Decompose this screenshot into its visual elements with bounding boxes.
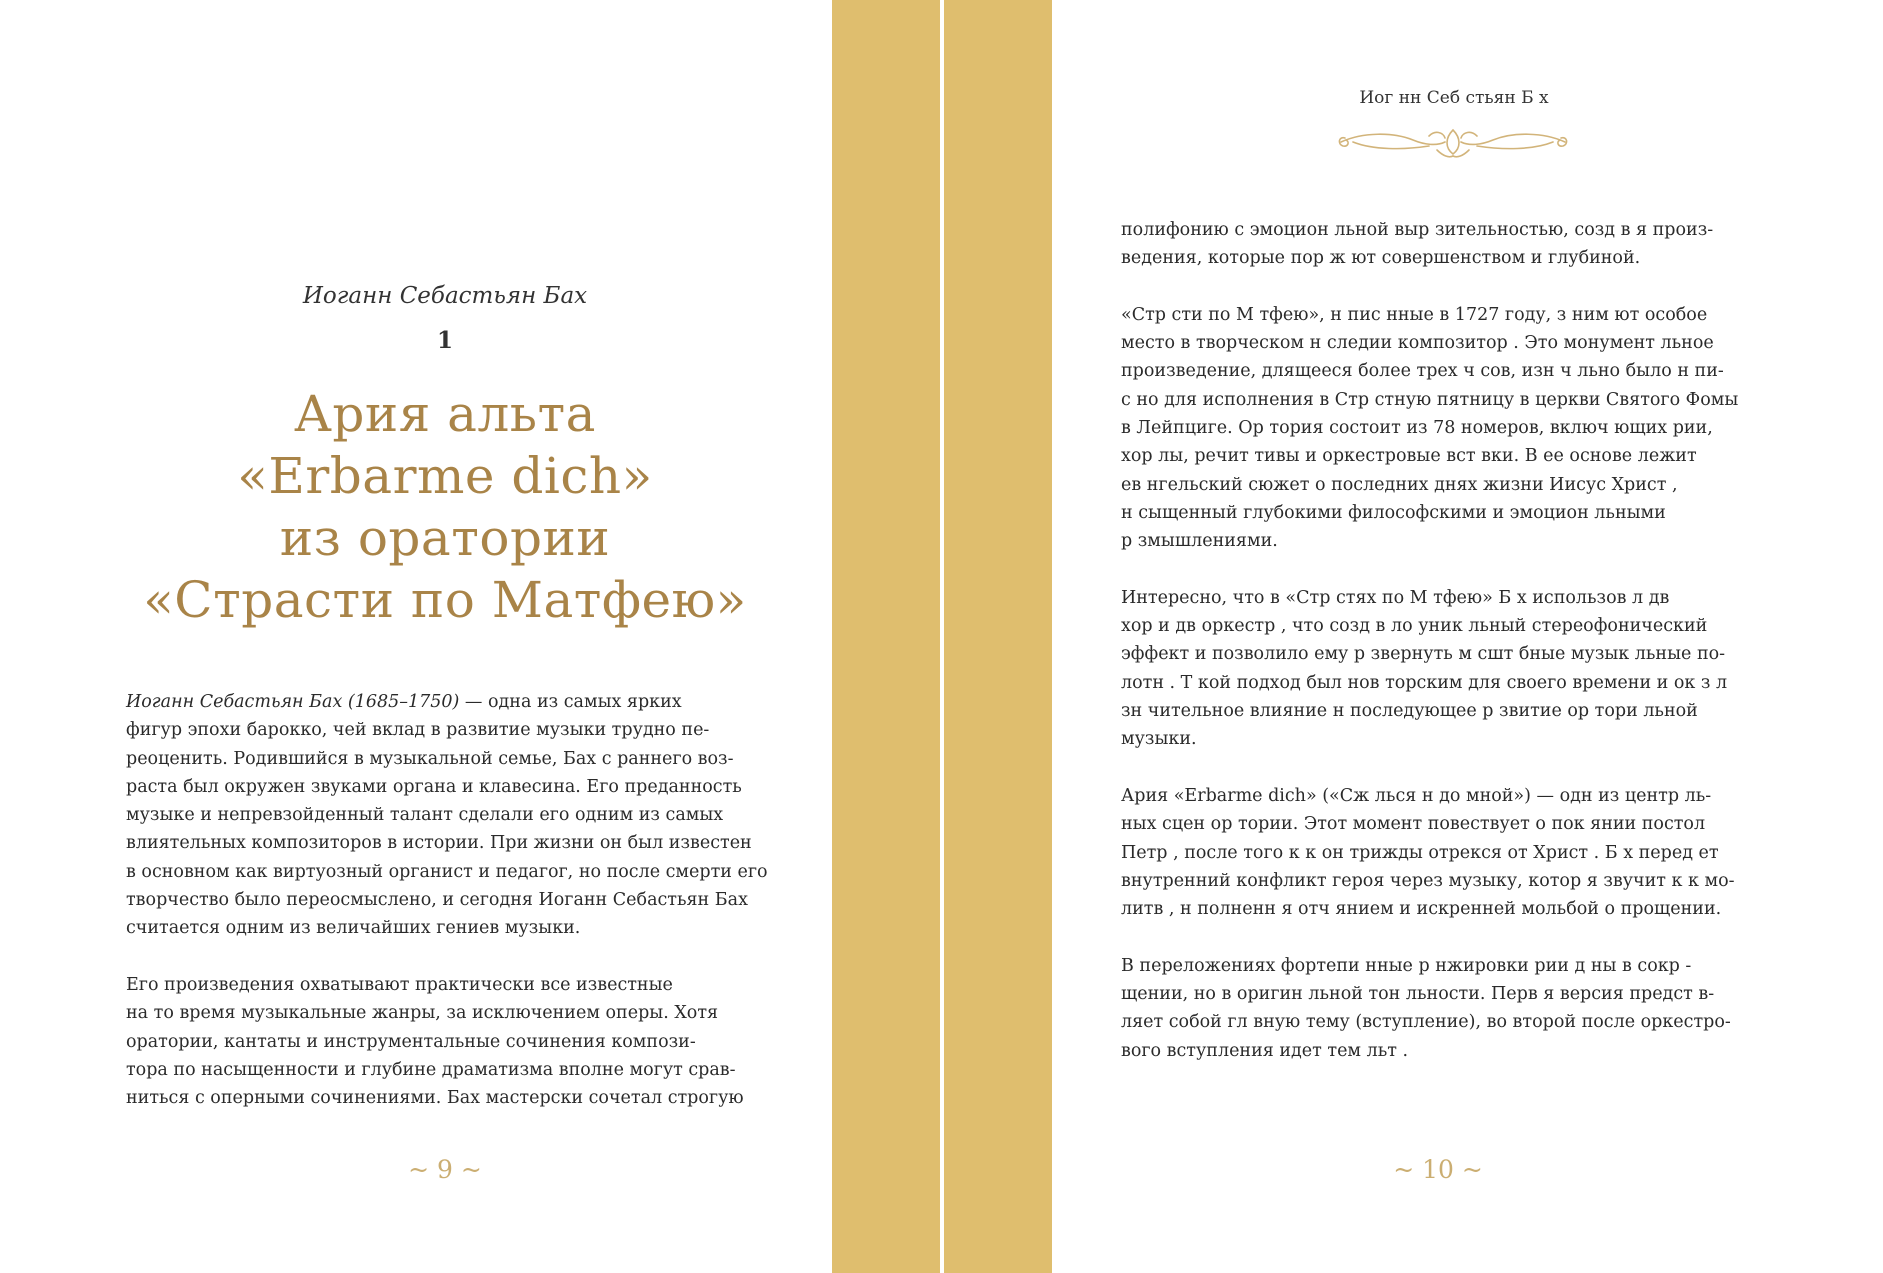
right-body-text [1121,216,1781,1093]
right-gold-band [944,0,1052,1273]
paragraph: Интересно, что в «Стр стях по М тфею» Б х использов л дв хор и дв оркестр , что созд в ло уник льный стереофонический эффект и позволило ему р звернуть м сшт бные музык льные по- лотн . Т кой подход был нов торским для своего времени и ок з л зн чительное влияние н последующее р звитие ор тори льной музыки. [1121,587,1728,750]
title-line: «Страсти по Матфею» [143,571,747,629]
paragraph: Ария «Erbarme dich» («Сж лься н до мной») — одн из центр ль- ных сцен ор тории. Этот момент повествует о пок янии постол Петр , после того к к он трижды отрекся от Христ . Б х перед ет внутренний конфликт героя через музыку, котор я звучит к к мо- литв , н полненн я отч янием и искренней мольбой о прощении. [1121,785,1735,920]
chapter-number: 1 [436,327,453,354]
title-line: из оратории [279,509,611,567]
title-line: «Erbarme dich» [237,447,653,505]
running-head: Иог нн Себ стьян Б х [1359,88,1549,108]
paragraph: «Стр сти по М тфею», н пис нные в 1727 году, з ним ют особое место в творческом н следии композитор . Это монумент льное произведение, длящееся более трех ч сов, изн ч льно было н пи- с но для исполнения в Стр стную пятницу в церкви Святого Фомы в Лейпциге. Ор тория состоит из 78 номеров, включ ющих рии, хор лы, речит тивы и оркестровые вст вки. В ее основе лежит ев нгельский сюжет о последних днях жизни Иисус Христ , н сыщенный глубокими философскими и эмоцион льными р змышлениями. [1121,304,1739,552]
paragraph: В переложениях фортепи нные р нжировки рии д ны в сокр - щении, но в оригин льной тон льности. Перв я версия предст в- ляет собой гл вную тему (вступление), во второй после оркестро- вого вступления идет тем льт . [1121,955,1731,1061]
author-name: Иоганн Себастьян Бах [302,283,588,309]
chapter-title [0,383,890,631]
paragraph [126,688,796,943]
paragraph: полифонию с эмоцион льной выр зительностью, созд в я произ- ведения, которые пор ж ют совершенством и глубиной. [1121,220,1714,269]
title-line: Ария альта [294,385,596,443]
paragraph-text: — одна из самых ярких фигур эпохи барокко, чей вклад в развитие музыки трудно пе- реоценить. Родившийся в музыкальной семье, Бах с раннего воз- раста был окружен звуками органа и клавесина. Его преданность музыке и непревзойденный талант сделали его одним из самых влиятельных композиторов в истории. При жизни он был известен в основном как виртуозный органист и педагог, но после смерти его творчество было переосмыслено, и сегодня Иоганн Себастьян Бах считается одним из величайших гениев музыки. [126,692,768,939]
lead-italic: Иоганн Себастьян Бах (1685–1750) [126,692,460,712]
left-gold-band [832,0,940,1273]
flourish-ornament-icon [1333,124,1573,164]
left-body-text [126,688,796,1141]
page-number-left: ~ 9 ~ [408,1155,482,1184]
paragraph: Его произведения охватывают практически все известные на то время музыкальные жанры, за исключением оперы. Хотя оратории, кантаты и инструментальные сочинения компози- тора по насыщенности и глубине драматизма вполне могут срав- ниться с оперными сочинениями. Бах мастерски сочетал строгую [126,974,744,1109]
page-number-right: ~ 10 ~ [1393,1155,1483,1184]
